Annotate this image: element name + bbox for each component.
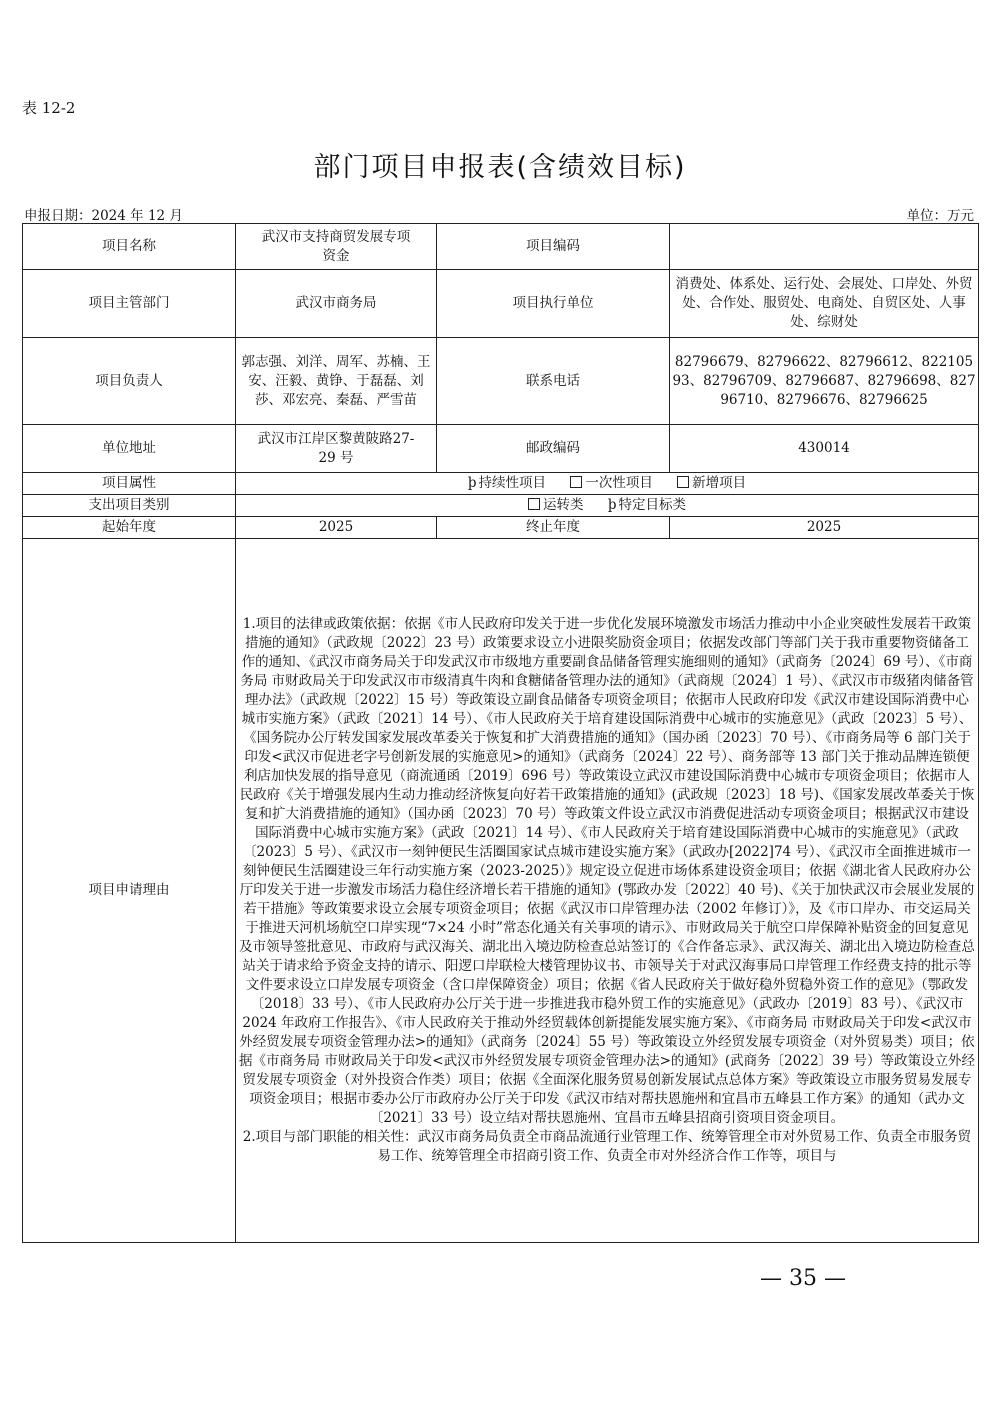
phone-value: 82796679、82796622、82796612、82210593、82796709、82796687、82796698、82796710、82796676、82796625 [670,338,979,425]
attribute-label: 项目属性 [23,473,236,495]
unit-label: 单位：万元 [906,208,974,224]
reason-label: 项目申请理由 [23,539,236,1243]
reason-paragraph-1: 1.项目的法律或政策依据：依据《市人民政府印发关于进一步优化发展环境激发市场活力推动中小企业突破性发展若干政策措施的通知》（武政规〔2022〕23 号）政策要求设立小进限奖励资金项目；依据发改部门等部门关于我市重要物资储备工作的通知、《武汉市商务局关于印发武汉市市级地方重要副食品储备管理实施细则的通知》（武商务〔2024〕69 号）、《市商务局 市财政局关于印发武汉市市级清真牛肉和食糖储备管理办法的通知》（武商规〔2024〕1 号）、《武汉市市级猪肉储备管理办法》（武政规〔2022〕15 号）等政策设立副食品储备专项资金项目；依据市人民政府印发《武汉市建设国际消费中心城市实施方案》（武政〔2021〕14 号）、《市人民政府关于培育建设国际消费中心城市的实施意见》（武政〔2023〕5 号）、《国务院办公厅转发国家发展改革委关于恢复和扩大消费措施的通知》（国办函〔2023〕70 号）、《市商务局等 6 部门关于印发<武汉市促进老字号创新发展的实施意见>的通知》（武商务〔2024〕22 号）、商务部等 13 部门关于推动品牌连锁便利店加快发展的指导意见（商流通函〔2019〕696 号）等政策设立武汉市建设国际消费中心城市专项资金项目；依据市人民政府《关于增强发展内生动力推动经济恢复向好若干政策措施的通知》(武政规〔2023〕18 号)、《国家发展改革委关于恢复和扩大消费措施的通知》（国办函〔2023〕70 号）等政策文件设立武汉市消费促进活动专项资金项目；根据武汉市建设国际消费中心城市实施方案》（武政〔2021〕14 号）、《市人民政府关于培育建设国际消费中心城市的实施意见》（武政〔2023〕5 号）、《武汉市一刻钟便民生活圈国家试点城市建设实施方案》（武政办[2022]74 号）、《武汉市全面推进城市一刻钟便民生活圈建设三年行动实施方案（2023-2025）》规定设立促进市场体系建设资金项目；依据《湖北省人民政府办公厅印发关于进一步激发市场活力稳住经济增长若干措施的通知》(鄂政办发〔2022〕40 号)、《关于加快武汉市会展业发展的若干措施》等政策要求设立会展专项资金项目；依据《武汉市口岸管理办法（2002 年修订）》，及《市口岸办、市交运局关于推进天河机场航空口岸实现“7×24 小时”常态化通关有关事项的请示》、市财政局关于航空口岸保障补贴资金的回复意见及市领导签批意见、市政府与武汉海关、湖北出入境边防检查总站签订的《合作备忘录》、武汉海关、湖北出入境边防检查总站关于请求给予资金支持的请示、阳逻口岸联检大楼管理协议书、市领导关于对武汉海事局口岸管理工作经费支持的批示等文件要求设立口岸发展专项资金（含口岸保障资金）项目；依据《省人民政府关于做好稳外贸稳外资工作的意见》（鄂政发〔2018〕33 号）、《市人民政府办公厅关于进一步推进我市稳外贸工作的实施意见》（武政办〔2019〕83 号）、《武汉市 2024 年政府工作报告》、《市人民政府关于推动外经贸载体创新提能发展实施方案》、《市商务局 市财政局关于印发<武汉市外经贸发展专项资金管理办法>的通知》（武商务〔2024〕55 号）等政策设立外经贸发展专项资金（对外贸易类）项目；依据《市商务局 市财政局关于印发<武汉市外经贸发展专项资金管理办法>的通知》(武商务〔2022〕39 号）等政策设立外经贸发展专项资金（对外投资合作类）项目；依据《全面深化服务贸易创新发展试点总体方案》等政策设立市服务贸易发展专项资金项目；根据市委办公厅市政府办公厅关于印发《武汉市结对帮扶恩施州和宜昌市五峰县工作方案》的通知（武办文〔2021〕33 号）设立结对帮扶恩施州、宜昌市五峰县招商引资项目资金项目。 [239,616,976,1126]
expense-type-options [236,495,979,517]
option-one-time-label: 一次性项目 [585,475,653,491]
exec-unit-label: 项目执行单位 [437,270,670,338]
page-title: 部门项目申报表(含绩效目标) [313,152,687,183]
option-continuing[interactable] [468,474,546,493]
attribute-options [236,473,979,495]
dept-value: 武汉市商务局 [236,270,437,338]
exec-unit-value: 消费处、体系处、运行处、会展处、口岸处、外贸处、合作处、服贸处、电商处、自贸区处、人事处、综财处 [670,270,979,338]
address-label: 单位地址 [23,425,236,473]
row-address [23,425,979,473]
report-date: 申报日期：2024 年 12 月 [24,208,183,224]
project-code-label: 项目编码 [437,224,670,270]
project-name-label: 项目名称 [23,224,236,270]
end-year-value: 2025 [670,517,979,539]
postcode-value: 430014 [670,425,979,473]
unchecked-box-icon [677,476,689,488]
row-reason [23,539,979,1243]
option-new[interactable] [677,474,746,493]
checked-mark-icon: þ [467,475,477,491]
row-expense-type [23,495,979,517]
reason-cell [236,539,979,1243]
page-number: — 35 — [760,1266,846,1291]
option-operating[interactable] [528,496,584,515]
reason-paragraph-2: 2.项目与部门职能的相关性：武汉市商务局负责全市商品流通行业管理工作、统筹管理全市对外贸易工作、负责全市服务贸易工作、统筹管理全市招商引资工作、负责全市对外经济合作工作等，项目与 [242,1129,972,1164]
option-one-time[interactable] [570,474,653,493]
option-continuing-label: 持续性项目 [478,475,547,491]
project-code-value [670,224,979,270]
end-year-label: 终止年度 [437,517,670,539]
row-attribute [23,473,979,495]
table-label: 表 12-2 [22,99,76,117]
start-year-value: 2025 [236,517,437,539]
project-form-table [22,223,979,1243]
project-name-value: 武汉市支持商贸发展专项资金 [236,224,437,270]
row-leader [23,338,979,425]
leader-label: 项目负责人 [23,338,236,425]
option-operating-label: 运转类 [543,497,584,513]
row-department [23,270,979,338]
option-specific-target-label: 特定目标类 [618,497,686,513]
start-year-label: 起始年度 [23,517,236,539]
option-specific-target[interactable] [608,496,686,515]
dept-label: 项目主管部门 [23,270,236,338]
checked-mark-icon: þ [607,497,617,513]
expense-type-label: 支出项目类别 [23,495,236,517]
address-value: 武汉市江岸区黎黄陂路27-29 号 [236,425,437,473]
option-new-label: 新增项目 [692,475,747,491]
leader-value: 郭志强、刘洋、周军、苏楠、王安、汪毅、黄铮、于磊磊、刘莎、邓宏亮、秦磊、严雪苗 [236,338,437,425]
unchecked-box-icon [528,498,540,510]
phone-label: 联系电话 [437,338,670,425]
postcode-label: 邮政编码 [437,425,670,473]
row-project-name [23,224,979,270]
unchecked-box-icon [570,476,582,488]
row-years [23,517,979,539]
